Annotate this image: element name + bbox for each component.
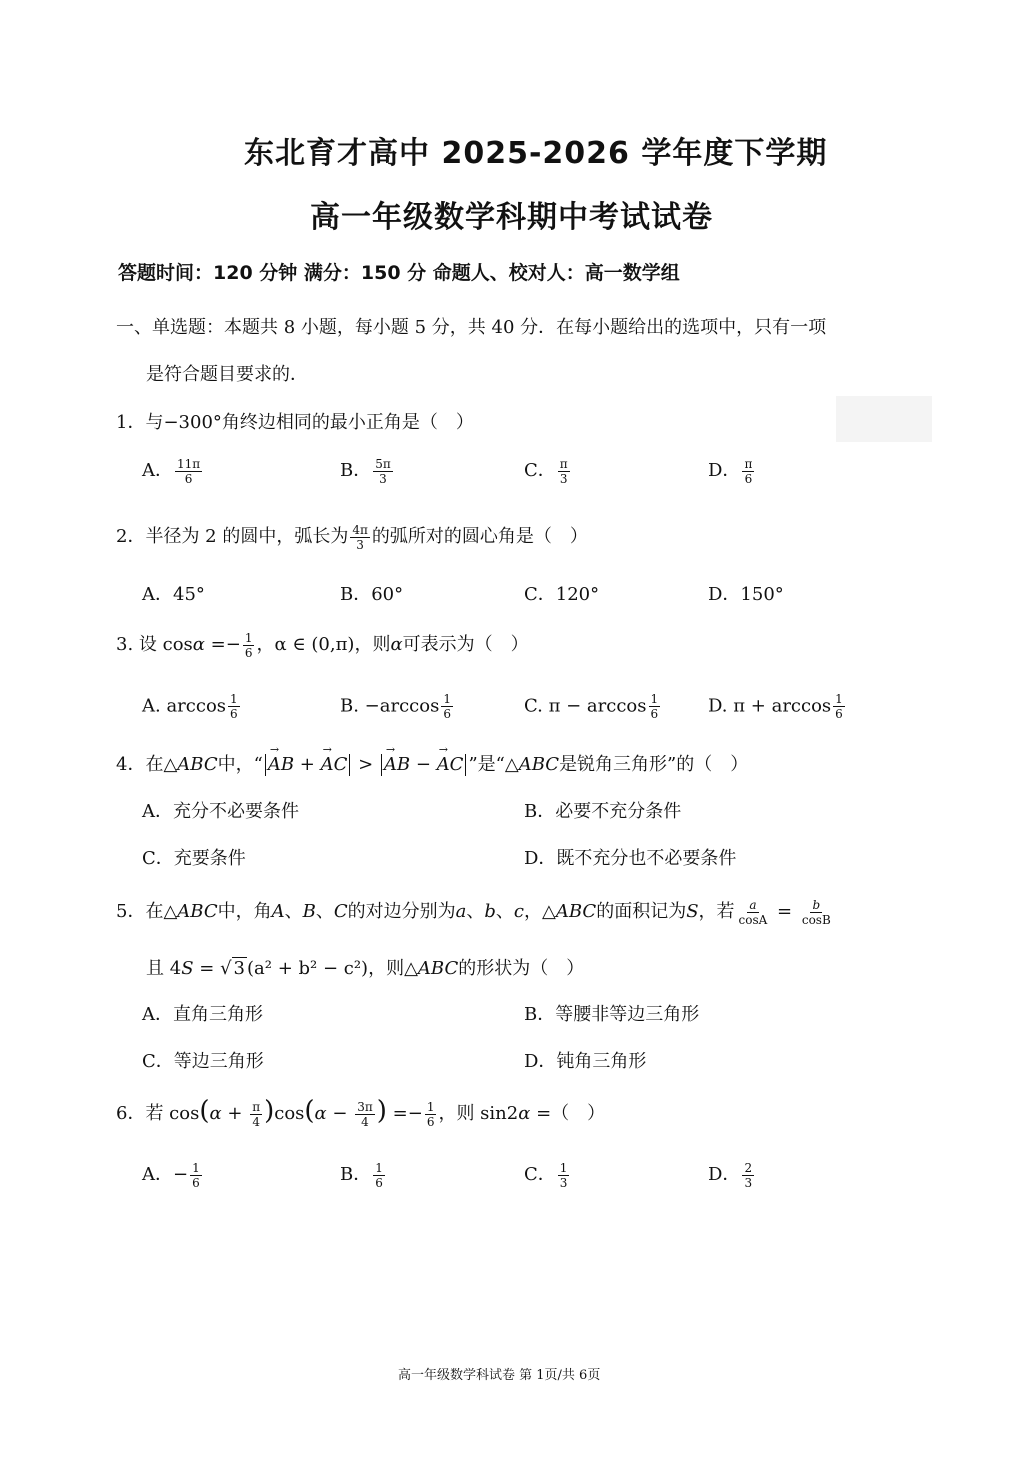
question-5-option-b: B．等腰非等边三角形 (524, 1004, 700, 1025)
question-5-option-c: C．等边三角形 (142, 1051, 264, 1072)
scan-sticker (836, 396, 932, 442)
question-3-stem: 3. 设 cosα =− $\frac{1}{6}$ ，α ∈ (0,π)，则α可表示为（ ） (116, 630, 529, 660)
question-6-option-b: B． $\frac{1}{6}$ (340, 1160, 383, 1190)
question-6-option-d: D． $\frac{2}{3}$ (708, 1160, 753, 1190)
question-6-option-c: C． $\frac{1}{3}$ (524, 1160, 568, 1190)
question-1-option-b: B． $\frac{5\pi}{3}$ (340, 456, 391, 486)
question-1-stem: 1．与−300°角终边相同的最小正角是（ ） (116, 412, 474, 433)
question-2-stem: 2．半径为 2 的圆中，弧长为 $\frac{4\pi}{3}$ 的弧所对的圆心角是（ ） (116, 522, 588, 552)
question-6-stem: 6．若 cos(α + $\frac{\pi}{4}$ )cos(α − $\frac{3\pi}{4}$ ) =− $\frac{1}{6}$ ，则 sin2α =（ ） (116, 1096, 606, 1129)
exam-title-line2: 高一年级数学科期中考试试卷 (310, 200, 713, 235)
question-4-option-b: B．必要不充分条件 (524, 801, 682, 822)
question-3-option-a: A. arccos $\frac{1}{6}$ (142, 692, 238, 721)
question-5-stem-line1: 5．在△ABC中，角A、B、C的对边分别为a、b、c，△ABC的面积记为S，若 $\frac{a}{\cos A}$ = $\frac{b}{\cos B}$ (116, 897, 831, 927)
section1-heading: 一、单选题：本题共 8 小题，每小题 5 分，共 40 分．在每小题给出的选项中，只有一项 (116, 317, 827, 338)
exam-meta: 答题时间：120 分钟 满分：150 分 命题人、校对人：高一数学组 (118, 262, 680, 284)
question-5-stem-line2: 且 4S = √ 3 (a² + b² − c²)，则△ABC的形状为（ ） (146, 958, 585, 979)
question-2-option-b: B．60° (340, 584, 404, 605)
question-1-option-a: A． $\frac{11\pi}{6}$ (142, 456, 201, 486)
question-4-option-a: A．充分不必要条件 (142, 801, 299, 822)
question-4-stem: 4．在△ABC中，“→ AB + → AC > → AB − → AC ”是“△ABC是锐角三角形”的（ ） (116, 750, 748, 776)
question-2-option-d: D．150° (708, 584, 784, 605)
question-3-option-c: C. π − arccos $\frac{1}{6}$ (524, 692, 659, 721)
question-6-option-a: A．− $\frac{1}{6}$ (142, 1160, 200, 1190)
section1-heading-cont: 是符合题目要求的． (146, 364, 308, 385)
page-footer: 高一年级数学科试卷 第 1页/共 6页 (398, 1368, 601, 1383)
question-5-option-a: A．直角三角形 (142, 1004, 263, 1025)
question-2-option-a: A．45° (142, 584, 205, 605)
question-4-option-d: D．既不充分也不必要条件 (524, 848, 737, 869)
question-5-option-d: D．钝角三角形 (524, 1051, 647, 1072)
question-2-option-c: C．120° (524, 584, 600, 605)
question-4-option-c: C．充要条件 (142, 848, 246, 869)
question-1-option-c: C． $\frac{\pi}{3}$ (524, 456, 568, 486)
question-1-option-d: D． $\frac{\pi}{6}$ (708, 456, 753, 486)
question-3-option-d: D. π + arccos $\frac{1}{6}$ (708, 692, 843, 721)
exam-title-line1: 东北育才高中 2025-2026 学年度下学期 (244, 136, 828, 171)
question-3-option-b: B. −arccos $\frac{1}{6}$ (340, 692, 451, 721)
